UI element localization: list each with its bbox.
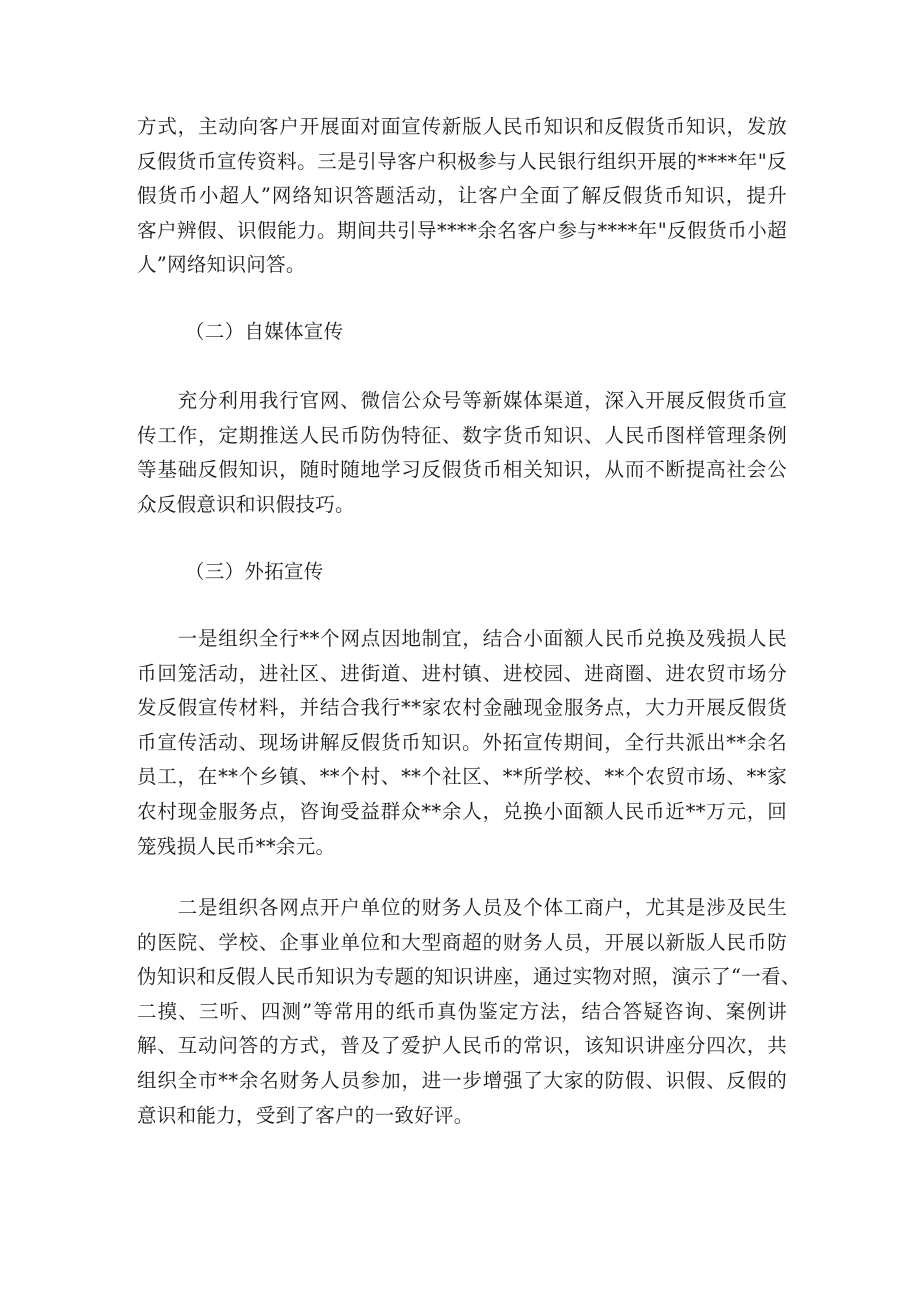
paragraph-1-line: 假货币小超人”网络知识答题活动，让客户全面了解反假货币知识，提升 (137, 184, 787, 208)
paragraph-3-line: 员工，在**个乡镇、**个村、**个社区、**所学校、**个农贸市场、**家 (137, 765, 787, 789)
paragraph-4-line: 二摸、三听、四测”等常用的纸币真伪鉴定方法，结合答疑咨询、案例讲 (137, 999, 787, 1023)
paragraph-4-line: 意识和能力，受到了客户的一致好评。 (137, 1103, 474, 1127)
paragraph-4 (137, 891, 801, 1133)
paragraph-4-line: 伪知识和反假人民币知识为专题的知识讲座，通过实物对照，演示了“一看、 (137, 965, 801, 989)
paragraph-3-line: 笼残损人民币**余元。 (137, 834, 336, 858)
paragraph-3-line: 币回笼活动，进社区、进街道、进村镇、进校园、进商圈、进农贸市场分 (137, 661, 787, 685)
paragraph-1-line: 客户辨假、识假能力。期间共引导****余名客户参与****年"反假货币小超 (137, 218, 787, 242)
section-heading-2: （二）自媒体宣传 (185, 320, 344, 343)
paragraph-2-line: 众反假意识和识假技巧。 (137, 492, 355, 516)
paragraph-1-line: 人”网络知识问答。 (137, 253, 306, 277)
paragraph-3-line: 发反假宣传材料，并结合我行**家农村金融现金服务点，大力开展反假货 (137, 696, 787, 720)
paragraph-2-line: 传工作，定期推送人民币防伪特征、数字货币知识、人民币图样管理条例 (137, 423, 787, 447)
paragraph-1-line: 方式，主动向客户开展面对面宣传新版人民币知识和反假货币知识，发放 (137, 115, 787, 138)
paragraph-4-line: 二是组织各网点开户单位的财务人员及个体工商户，尤其是涉及民生 (137, 896, 787, 919)
paragraph-4-line: 组织全市**余名财务人员参加，进一步增强了大家的防假、识假、反假的 (137, 1068, 787, 1092)
paragraph-2 (137, 384, 787, 522)
paragraph-1-line: 反假货币宣传资料。三是引导客户积极参与人民银行组织开展的****年"反 (137, 149, 787, 173)
section-heading-3: （三）外拓宣传 (185, 560, 324, 583)
paragraph-1 (137, 110, 787, 283)
paragraph-4-line: 的医院、学校、企事业单位和大型商超的财务人员，开展以新版人民币防 (137, 930, 787, 954)
paragraph-3-line: 币宣传活动、现场讲解反假货币知识。外拓宣传期间，全行共派出**余名 (137, 730, 787, 754)
paragraph-2-line: 等基础反假知识，随时随地学习反假货币相关知识，从而不断提高社会公 (137, 458, 787, 482)
paragraph-4-line: 解、互动问答的方式，普及了爱护人民币的常识，该知识讲座分四次，共 (137, 1034, 787, 1058)
paragraph-3-line: 农村现金服务点，咨询受益群众**余人，兑换小面额人民币近**万元，回 (137, 799, 787, 823)
paragraph-3 (137, 622, 787, 864)
paragraph-2-line: 充分利用我行官网、微信公众号等新媒体渠道，深入开展反假货币宣 (137, 389, 787, 412)
paragraph-3-line: 一是组织全行**个网点因地制宜，结合小面额人民币兑换及残损人民 (137, 627, 787, 650)
